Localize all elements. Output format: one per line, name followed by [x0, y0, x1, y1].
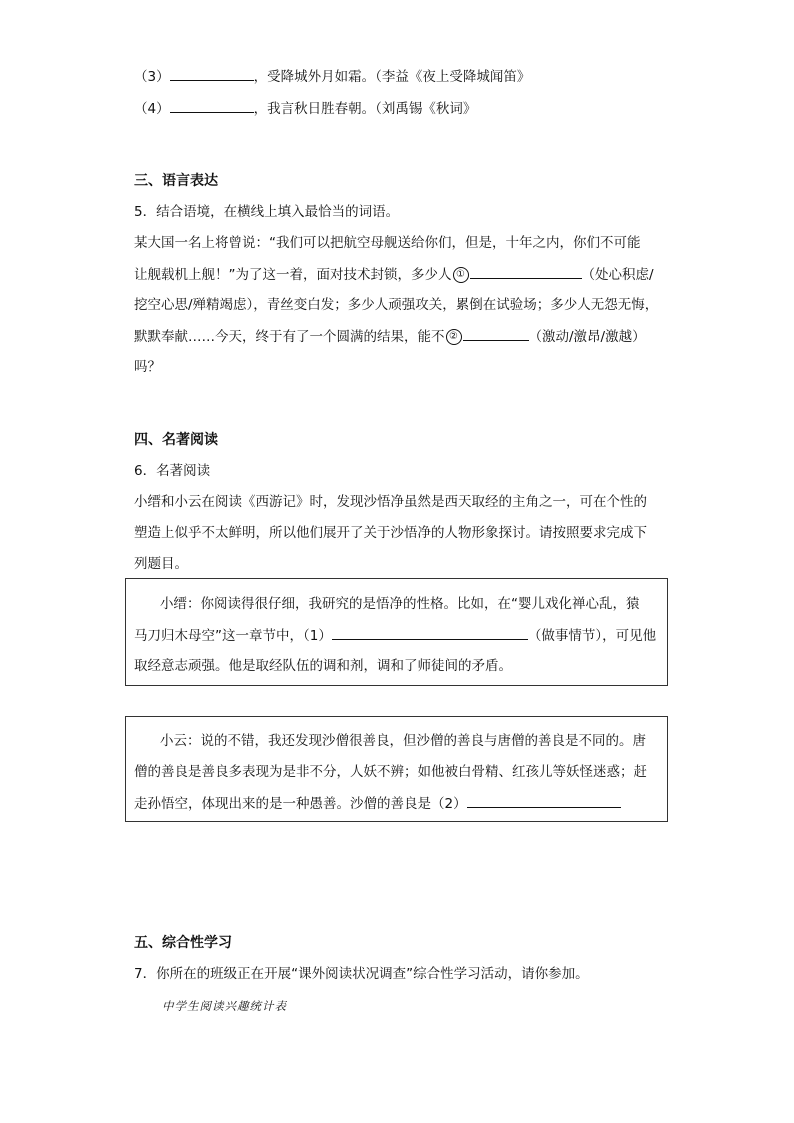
poem-text: ，我言秋日胜春朝。（刘禹锡《秋词》: [253, 101, 477, 117]
paragraph-text: 默默奉献……今天，终于有了一个圆满的结果，能不: [134, 329, 445, 345]
poem-line-4: [134, 98, 476, 119]
paragraph-line: 列题目。: [134, 556, 188, 572]
dialogue-box-xiaoyun: [125, 716, 668, 822]
paragraph-line: [134, 326, 646, 347]
paragraph-line: 挖空心思/殚精竭虑），青丝变白发；多少人顽强攻关，累倒在试验场；多少人无怨无悔，: [134, 297, 659, 313]
circle-marker: ②: [446, 329, 462, 345]
paragraph-line: 吗？: [134, 359, 161, 375]
answer-blank[interactable]: [332, 625, 528, 640]
answer-blank[interactable]: [463, 326, 529, 341]
paragraph-text: 让舰载机上舰！”为了这一着，面对技术封锁，多少人: [134, 267, 452, 283]
box-line: 僧的善良是善良多表现为是非不分，人妖不辨；如他被白骨精、红孩儿等妖怪迷惑；赶: [134, 764, 647, 780]
question-title: 6．名著阅读: [134, 463, 211, 479]
box-text: （做事情节），可见他: [527, 628, 657, 644]
question-number: （3）: [134, 69, 170, 85]
answer-blank[interactable]: [470, 264, 582, 279]
question-title: 7．你所在的班级正在开展“课外阅读状况调查”综合性学习活动，请你参加。: [134, 966, 589, 982]
paragraph-line: 小缙和小云在阅读《西游记》时，发现沙悟净虽然是西天取经的主角之一，可在个性的: [134, 494, 647, 510]
question-number: （4）: [134, 101, 170, 117]
box-line: 小云：说的不错，我还发现沙僧很善良，但沙僧的善良与唐僧的善良是不同的。唐: [160, 733, 646, 749]
box-text: 走孙悟空，体现出来的是一种愚善。沙僧的善良是（2）: [134, 796, 467, 812]
answer-blank[interactable]: [170, 98, 254, 113]
table-caption: 中学生阅读兴趣统计表: [162, 999, 287, 1013]
dialogue-box-xiaojin: [125, 578, 668, 686]
poem-text: ，受降城外月如霜。（李益《夜上受降城闻笛》: [253, 69, 531, 85]
paragraph-text: （处心积虑/: [581, 267, 654, 283]
box-line: 小缙：你阅读得很仔细，我研究的是悟净的性格。比如，在“婴儿戏化禅心乱，猿: [160, 596, 640, 612]
box-line: [134, 625, 656, 646]
answer-blank[interactable]: [467, 793, 621, 808]
paragraph-text: （激动/激昂/激越）: [528, 329, 646, 345]
paragraph-line: [134, 264, 654, 285]
circle-marker: ①: [453, 267, 469, 283]
section-heading: 五、综合性学习: [134, 935, 232, 951]
poem-line-3: [134, 66, 530, 87]
section-heading: 三、语言表达: [134, 173, 218, 189]
section-heading: 四、名著阅读: [134, 432, 218, 448]
question-title: 5．结合语境，在横线上填入最恰当的词语。: [134, 204, 400, 220]
box-text: 马刀归木母空”这一章节中，（1）: [134, 628, 332, 644]
paragraph-line: 塑造上似乎不太鲜明，所以他们展开了关于沙悟净的人物形象探讨。请按照要求完成下: [134, 525, 647, 541]
paragraph-line: 某大国一名上将曾说：“我们可以把航空母舰送给你们，但是，十年之内，你们不可能: [134, 235, 641, 251]
answer-blank[interactable]: [170, 66, 254, 81]
box-line: 取经意志顽强。他是取经队伍的调和剂，调和了师徒间的矛盾。: [134, 658, 512, 674]
box-line: [134, 793, 621, 814]
